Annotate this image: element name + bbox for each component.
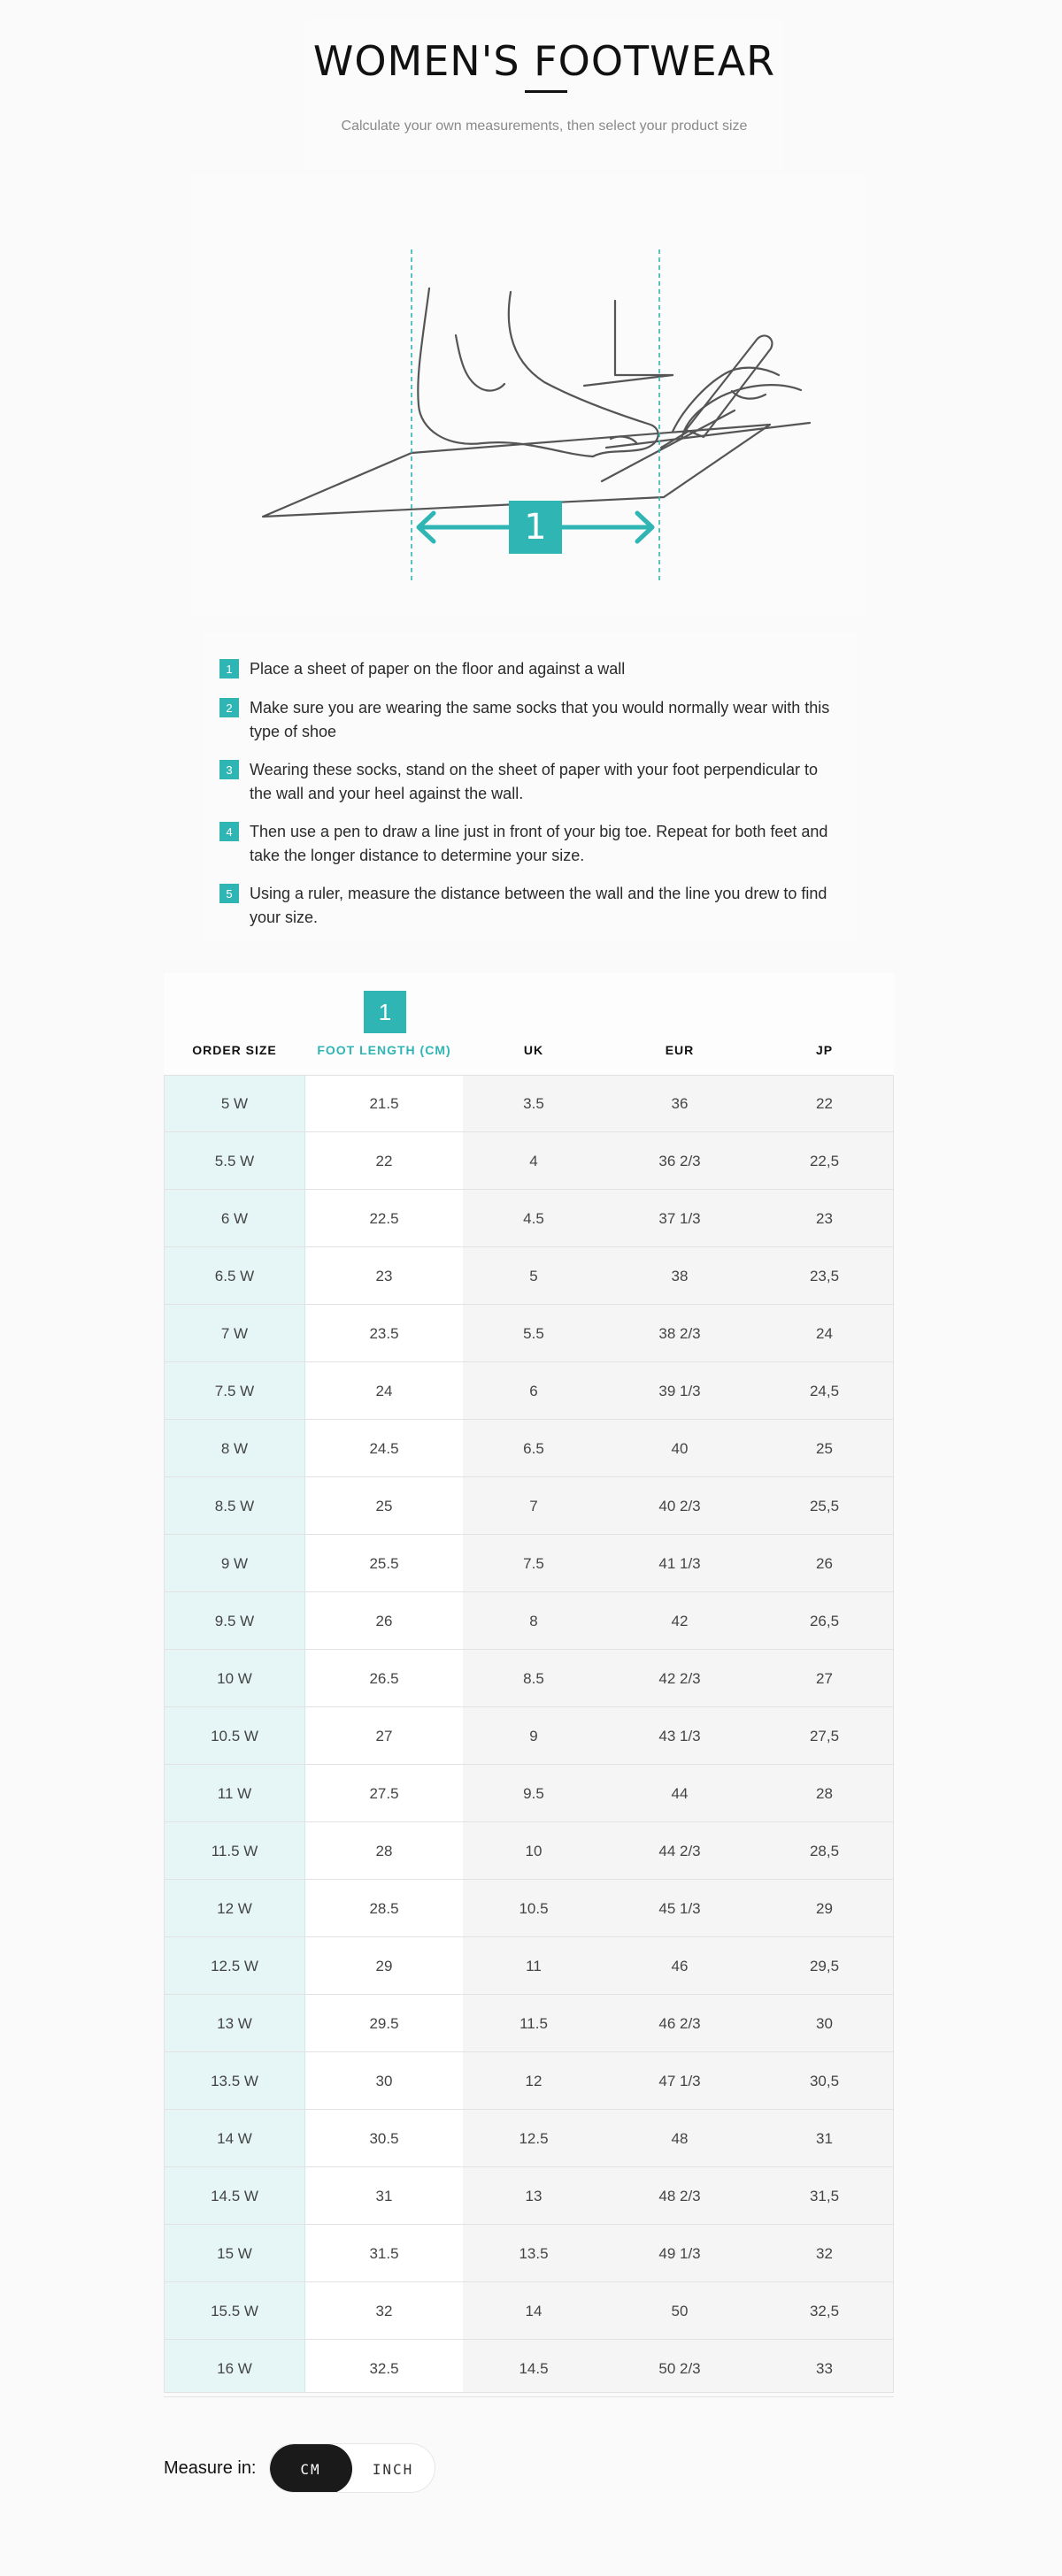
jp-cell: 27,5 bbox=[809, 1728, 840, 1744]
jp-cell: 25 bbox=[816, 1440, 833, 1457]
uk-cell: 7 bbox=[529, 1498, 538, 1514]
foot-length-cell: 23 bbox=[375, 1268, 393, 1284]
foot-length-cell: 28 bbox=[375, 1843, 393, 1859]
uk-cell: 7.5 bbox=[523, 1555, 544, 1572]
foot-length-cell: 29.5 bbox=[369, 2015, 399, 2032]
header-eur: EUR bbox=[665, 1043, 695, 1057]
order-size-cell: 10.5 W bbox=[211, 1728, 258, 1744]
order-size-cell: 13.5 W bbox=[211, 2073, 258, 2089]
step-number: 3 bbox=[219, 760, 239, 779]
eur-cell: 36 2/3 bbox=[658, 1153, 701, 1169]
jp-cell: 22,5 bbox=[809, 1153, 840, 1169]
step-text: Make sure you are wearing the same socks that you would normally wear with this type of shoe bbox=[250, 699, 830, 740]
foot-length-cell: 24.5 bbox=[369, 1440, 399, 1457]
order-size-cell: 8.5 W bbox=[214, 1498, 255, 1514]
eur-cell: 41 1/3 bbox=[658, 1555, 701, 1572]
order-size-cell: 7.5 W bbox=[214, 1383, 255, 1399]
jp-cell: 30,5 bbox=[809, 2073, 840, 2089]
eur-cell: 38 2/3 bbox=[658, 1325, 701, 1342]
uk-cell: 14 bbox=[525, 2303, 543, 2319]
foot-length-cell: 25.5 bbox=[369, 1555, 399, 1572]
uk-cell: 10 bbox=[525, 1843, 543, 1859]
foot-length-cell: 30 bbox=[375, 2073, 393, 2089]
jp-cell: 22 bbox=[816, 1095, 833, 1112]
header bbox=[305, 19, 783, 170]
eur-cell: 48 bbox=[671, 2130, 689, 2147]
order-size-cell: 5.5 W bbox=[214, 1153, 255, 1169]
jp-cell: 25,5 bbox=[809, 1498, 840, 1514]
eur-cell: 46 2/3 bbox=[658, 2015, 701, 2032]
eur-cell: 39 1/3 bbox=[658, 1383, 701, 1399]
foot-length-cell: 22.5 bbox=[369, 1210, 399, 1227]
foot-length-cell: 24 bbox=[375, 1383, 393, 1399]
order-size-cell: 15 W bbox=[217, 2245, 252, 2262]
instruction-step bbox=[219, 820, 839, 868]
foot-length-cell: 25 bbox=[375, 1498, 393, 1514]
uk-cell: 4.5 bbox=[523, 1210, 544, 1227]
order-size-cell: 7 W bbox=[220, 1325, 249, 1342]
foot-length-step-badge: 1 bbox=[364, 991, 406, 1033]
order-size-cell: 16 W bbox=[217, 2360, 252, 2377]
eur-cell: 46 bbox=[671, 1958, 689, 1974]
step-text: Using a ruler, measure the distance between the wall and the line you drew to find your size. bbox=[250, 885, 827, 926]
foot-length-cell: 26 bbox=[375, 1613, 393, 1629]
foot-length-cell: 27.5 bbox=[369, 1785, 399, 1802]
foot-length-cell: 29 bbox=[375, 1958, 393, 1974]
uk-cell: 11 bbox=[526, 1958, 542, 1974]
uk-cell: 9 bbox=[529, 1728, 538, 1744]
order-size-cell: 9.5 W bbox=[214, 1613, 255, 1629]
header-foot-length: FOOT LENGTH (CM) bbox=[317, 1043, 451, 1057]
eur-cell: 50 2/3 bbox=[658, 2360, 701, 2377]
uk-cell: 6.5 bbox=[523, 1440, 544, 1457]
instruction-step bbox=[219, 657, 839, 681]
step-number: 2 bbox=[219, 698, 239, 717]
measure-label: Measure in: bbox=[164, 2457, 257, 2478]
instruction-step bbox=[219, 882, 839, 930]
jp-cell: 24,5 bbox=[809, 1383, 840, 1399]
foot-length-cell: 23.5 bbox=[369, 1325, 399, 1342]
order-size-cell: 6 W bbox=[220, 1210, 249, 1227]
table-frame bbox=[164, 1075, 894, 2393]
eur-cell: 50 bbox=[671, 2303, 689, 2319]
uk-cell: 9.5 bbox=[523, 1785, 544, 1802]
unit-inch-button[interactable]: INCH bbox=[372, 2460, 414, 2478]
jp-cell: 28,5 bbox=[809, 1843, 840, 1859]
eur-cell: 36 bbox=[671, 1095, 689, 1112]
eur-cell: 49 1/3 bbox=[658, 2245, 701, 2262]
uk-cell: 12 bbox=[525, 2073, 543, 2089]
order-size-cell: 8 W bbox=[220, 1440, 249, 1457]
eur-cell: 48 2/3 bbox=[658, 2188, 701, 2204]
uk-cell: 13.5 bbox=[519, 2245, 549, 2262]
foot-length-cell: 31 bbox=[375, 2188, 393, 2204]
jp-cell: 26,5 bbox=[809, 1613, 840, 1629]
uk-cell: 14.5 bbox=[519, 2360, 549, 2377]
header-jp: JP bbox=[815, 1043, 834, 1057]
header-order-size: ORDER SIZE bbox=[192, 1043, 277, 1057]
page-subtitle: Calculate your own measurements, then select your product size bbox=[341, 119, 748, 134]
order-size-cell: 13 W bbox=[217, 2015, 252, 2032]
eur-cell: 44 bbox=[671, 1785, 689, 1802]
unit-toggle bbox=[269, 2443, 435, 2493]
step-text: Then use a pen to draw a line just in front of your big toe. Repeat for both feet and take the longer distance to determine your size. bbox=[250, 823, 828, 864]
eur-cell: 43 1/3 bbox=[658, 1728, 701, 1744]
foot-length-cell: 31.5 bbox=[369, 2245, 399, 2262]
uk-cell: 10.5 bbox=[519, 1900, 549, 1917]
foot-length-cell: 28.5 bbox=[369, 1900, 399, 1917]
order-size-cell: 15.5 W bbox=[211, 2303, 258, 2319]
eur-cell: 45 1/3 bbox=[658, 1900, 701, 1917]
size-chart-table bbox=[164, 973, 894, 2393]
foot-length-cell: 30.5 bbox=[369, 2130, 399, 2147]
header-uk: UK bbox=[523, 1043, 544, 1057]
eur-cell: 42 bbox=[671, 1613, 689, 1629]
jp-cell: 33 bbox=[816, 2360, 833, 2377]
uk-cell: 4 bbox=[529, 1153, 538, 1169]
order-size-cell: 5 W bbox=[220, 1095, 249, 1112]
title-underline bbox=[525, 90, 567, 93]
eur-cell: 44 2/3 bbox=[658, 1843, 701, 1859]
uk-cell: 13 bbox=[525, 2188, 543, 2204]
eur-cell: 47 1/3 bbox=[658, 2073, 701, 2089]
jp-cell: 23 bbox=[816, 1210, 833, 1227]
jp-cell: 29,5 bbox=[809, 1958, 840, 1974]
order-size-cell: 12 W bbox=[217, 1900, 252, 1917]
order-size-cell: 11.5 W bbox=[211, 1843, 258, 1859]
jp-cell: 31 bbox=[816, 2130, 833, 2147]
instruction-step bbox=[219, 696, 839, 744]
jp-cell: 24 bbox=[816, 1325, 833, 1342]
foot-length-cell: 27 bbox=[375, 1728, 393, 1744]
foot-length-cell: 26.5 bbox=[369, 1670, 399, 1687]
uk-cell: 8.5 bbox=[523, 1670, 544, 1687]
jp-cell: 31,5 bbox=[809, 2188, 840, 2204]
jp-cell: 23,5 bbox=[809, 1268, 840, 1284]
order-size-cell: 14 W bbox=[217, 2130, 252, 2147]
eur-cell: 38 bbox=[671, 1268, 689, 1284]
foot-length-cell: 21.5 bbox=[369, 1095, 399, 1112]
foot-length-cell: 22 bbox=[375, 1153, 393, 1169]
jp-cell: 27 bbox=[816, 1670, 833, 1687]
eur-cell: 40 bbox=[671, 1440, 689, 1457]
order-size-cell: 10 W bbox=[217, 1670, 252, 1687]
jp-cell: 32,5 bbox=[809, 2303, 840, 2319]
unit-cm-button[interactable]: CM bbox=[270, 2444, 352, 2493]
illustration-step-badge: 1 bbox=[524, 507, 547, 548]
jp-cell: 26 bbox=[816, 1555, 833, 1572]
uk-cell: 5.5 bbox=[523, 1325, 544, 1342]
step-number: 4 bbox=[219, 822, 239, 841]
instruction-step bbox=[219, 758, 839, 806]
step-text: Place a sheet of paper on the floor and against a wall bbox=[250, 660, 626, 678]
step-text: Wearing these socks, stand on the sheet of paper with your foot perpendicular to the wall and your heel against the wall. bbox=[250, 761, 819, 802]
uk-cell: 11.5 bbox=[519, 2015, 548, 2032]
measure-unit-selector bbox=[164, 2442, 435, 2495]
instructions-list bbox=[202, 632, 857, 942]
foot-on-paper-drawing bbox=[190, 173, 867, 616]
step-number: 5 bbox=[219, 884, 239, 903]
uk-cell: 8 bbox=[529, 1613, 538, 1629]
eur-cell: 37 1/3 bbox=[658, 1210, 701, 1227]
eur-cell: 42 2/3 bbox=[658, 1670, 701, 1687]
uk-cell: 5 bbox=[529, 1268, 538, 1284]
foot-measure-illustration bbox=[190, 173, 867, 616]
jp-cell: 30 bbox=[816, 2015, 833, 2032]
step-number: 1 bbox=[219, 659, 239, 678]
foot-length-cell: 32 bbox=[375, 2303, 393, 2319]
eur-cell: 40 2/3 bbox=[658, 1498, 701, 1514]
order-size-cell: 12.5 W bbox=[211, 1958, 258, 1974]
uk-cell: 3.5 bbox=[523, 1095, 544, 1112]
uk-cell: 12.5 bbox=[519, 2130, 549, 2147]
jp-cell: 28 bbox=[816, 1785, 833, 1802]
order-size-cell: 9 W bbox=[220, 1555, 249, 1572]
order-size-cell: 11 W bbox=[217, 1785, 252, 1802]
uk-cell: 6 bbox=[529, 1383, 538, 1399]
page-title: WOMEN'S FOOTWEAR bbox=[312, 37, 776, 85]
order-size-cell: 6.5 W bbox=[214, 1268, 255, 1284]
foot-length-cell: 32.5 bbox=[369, 2360, 399, 2377]
jp-cell: 32 bbox=[816, 2245, 833, 2262]
jp-cell: 29 bbox=[816, 1900, 833, 1917]
order-size-cell: 14.5 W bbox=[211, 2188, 258, 2204]
